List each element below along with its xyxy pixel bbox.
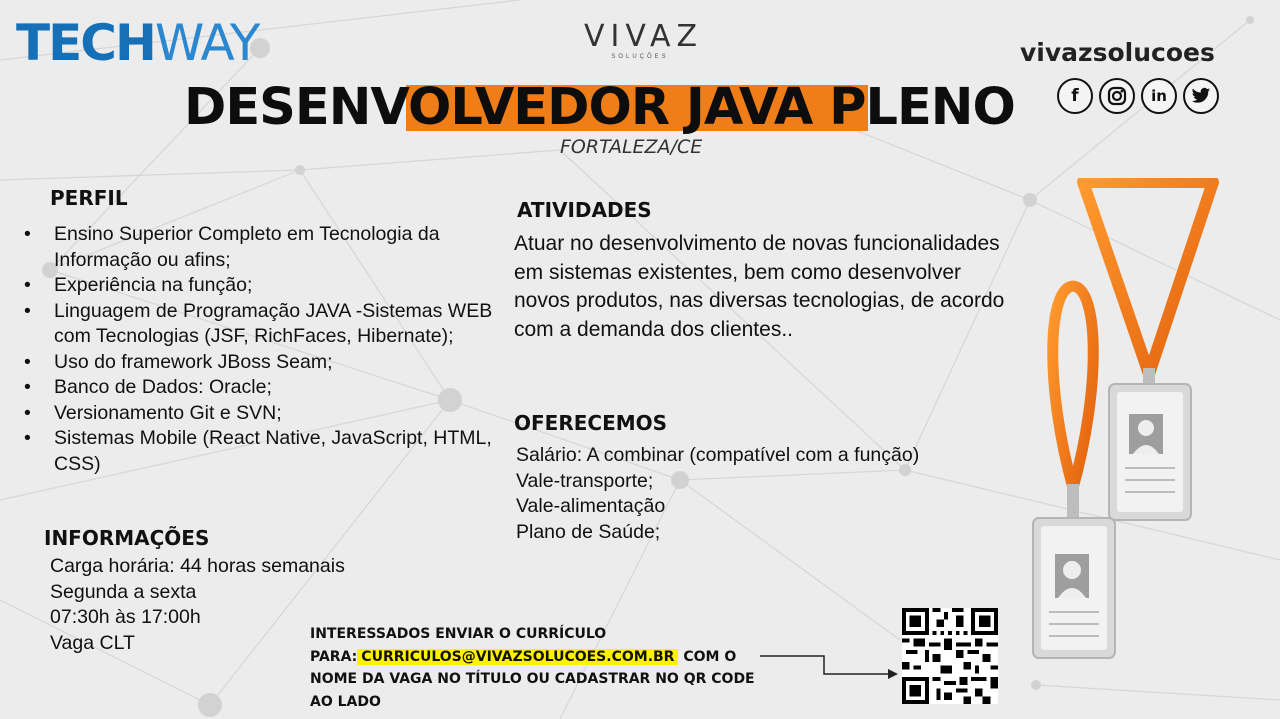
atividades-text: Atuar no desenvolvimento de novas funcionalidades em sistemas existentes, bem como desenvolver novos produtos, nas diversas tecnologias, de acordo com a demanda dos clientes..: [514, 232, 1005, 341]
info-line: 07:30h às 17:00h: [50, 606, 201, 628]
offer-line: Salário: A combinar (compatível com a função): [516, 444, 920, 466]
list-item: • Ensino Superior Completo em Tecnologia da Informação ou afins;: [24, 222, 494, 273]
info-line: Carga horária: 44 horas semanais: [50, 555, 345, 577]
info-line: Segunda a sexta: [50, 580, 197, 603]
list-item: • Banco de Dados: Oracle;: [24, 375, 494, 401]
list-item: • Versionamento Git e SVN;: [24, 401, 494, 427]
atividades-heading: ATIVIDADES: [517, 198, 652, 222]
facebook-icon[interactable]: f: [1057, 78, 1093, 114]
linkedin-icon[interactable]: in: [1141, 78, 1177, 114]
list-item: • Experiência na função;: [24, 273, 494, 299]
techway-logo: [16, 14, 260, 72]
oferecemos-heading: OFERECEMOS: [514, 411, 668, 435]
techway-logo-part2: WAY: [154, 14, 260, 72]
list-item: • Sistemas Mobile (React Native, JavaScript, HTML, CSS): [24, 426, 494, 477]
email-link[interactable]: CURRICULOS@VIVAZSOLUCOES.COM.BR: [357, 649, 678, 665]
perfil-heading: PERFIL: [50, 186, 128, 210]
cta-line3: NOME DA VAGA NO TÍTULO OU CADASTRAR NO QR CODE: [310, 671, 755, 687]
job-title: DESENVOLVEDOR JAVA PLENO: [184, 78, 1015, 137]
badge-lanyards-illustration: [1025, 178, 1225, 698]
informacoes-lines: [50, 554, 345, 656]
techway-logo-part1: TECH: [16, 14, 155, 72]
cta-para: PARA:: [310, 648, 358, 665]
cta-line1: INTERESSADOS ENVIAR O CURRÍCULO: [310, 626, 607, 642]
info-line: Vaga CLT: [50, 631, 135, 654]
application-instructions: [310, 623, 780, 713]
instagram-icon[interactable]: [1099, 78, 1135, 114]
vivaz-logo: [584, 19, 704, 60]
arrow-icon: [760, 650, 900, 680]
twitter-icon[interactable]: [1183, 78, 1219, 114]
social-icons: [1057, 78, 1219, 114]
list-item: • Linguagem de Programação JAVA -Sistemas WEB com Tecnologias (JSF, RichFaces, Hibernate);: [24, 299, 494, 350]
cta-after-email: COM O: [678, 648, 737, 665]
oferecemos-lines: [516, 443, 919, 545]
cta-line4: AO LADO: [310, 693, 381, 710]
qr-code[interactable]: [902, 608, 998, 704]
informacoes-heading: INFORMAÇÕES: [44, 526, 210, 550]
social-handle: vivazsolucoes: [1020, 38, 1215, 67]
list-item: • Uso do framework JBoss Seam;: [24, 350, 494, 376]
perfil-list: [24, 222, 494, 477]
vivaz-logo-sub: SOLUÇÕES: [611, 54, 669, 60]
offer-line: Plano de Saúde;: [516, 520, 661, 543]
offer-line: Vale-alimentação: [516, 495, 666, 517]
offer-line: Vale-transporte;: [516, 469, 654, 492]
vivaz-logo-word: VIVAZ: [584, 19, 704, 54]
job-location: FORTALEZA/CE: [560, 136, 703, 158]
